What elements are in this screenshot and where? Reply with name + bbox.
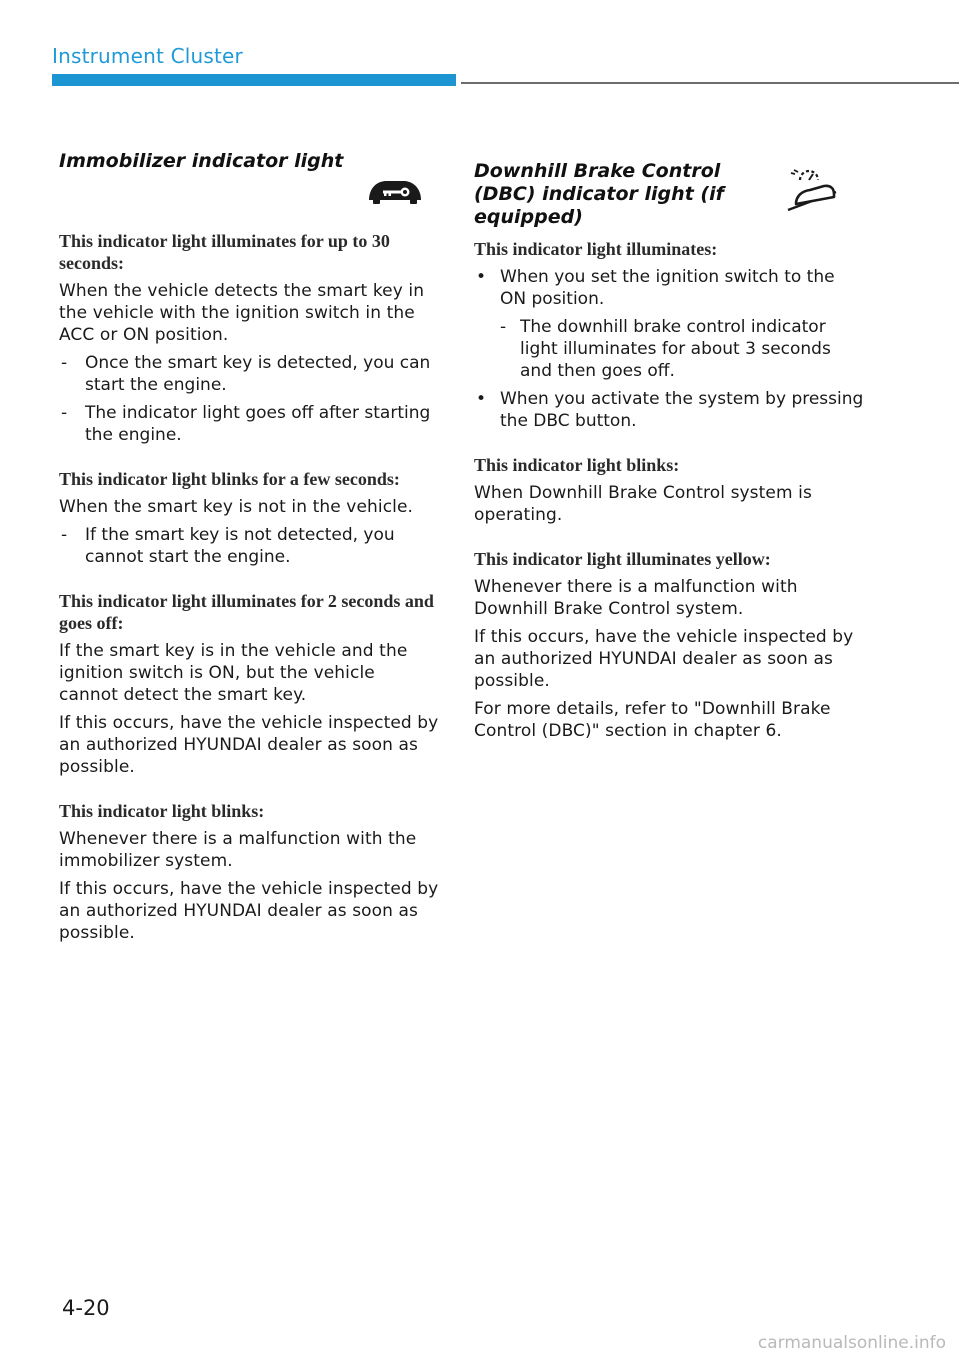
immobilizer-s2-heading: This indicator light blinks for a few seconds: xyxy=(59,469,400,489)
header-bar-rule xyxy=(461,82,959,84)
watermark: carmanualsonline.info xyxy=(757,1333,946,1353)
immobilizer-s4-body1: Whenever there is a malfunction with the immobilizer system. xyxy=(59,829,417,871)
immobilizer-key-icon xyxy=(365,176,423,206)
immobilizer-s3-heading: This indicator light illuminates for 2 seconds and goes off: xyxy=(59,591,434,633)
dbc-s3-heading: This indicator light illuminates yellow: xyxy=(474,549,771,569)
dbc-s2-body: When Downhill Brake Control system is operating. xyxy=(474,483,812,525)
immobilizer-s1-body: When the vehicle detects the smart key in the vehicle with the ignition switch in the ACC or ON position. xyxy=(59,281,425,345)
list-item: - If the smart key is not detected, you cannot start the engine. xyxy=(61,525,395,567)
immobilizer-s3-body1: If the smart key is in the vehicle and the ignition switch is ON, but the vehicle cannot detect the smart key. xyxy=(59,641,408,705)
dbc-s3-body3: For more details, refer to "Downhill Brake Control (DBC)" section in chapter 6. xyxy=(474,699,831,741)
dbc-header xyxy=(474,160,864,238)
dbc-s3-body1: Whenever there is a malfunction with Downhill Brake Control system. xyxy=(474,577,798,619)
immobilizer-header xyxy=(59,150,439,230)
immobilizer-title: Immobilizer indicator light xyxy=(59,150,344,172)
dbc-s1-heading: This indicator light illuminates: xyxy=(474,239,718,259)
list-item: - Once the smart key is detected, you can start the engine. xyxy=(61,353,431,395)
list-item: - The indicator light goes off after starting the engine. xyxy=(61,403,431,445)
dbc-s3-body2: If this occurs, have the vehicle inspected by an authorized HYUNDAI dealer as soon as possible. xyxy=(474,627,854,691)
chapter-title: Instrument Cluster xyxy=(52,44,243,68)
downhill-brake-control-icon xyxy=(782,164,840,216)
header-bar-accent xyxy=(52,74,456,86)
immobilizer-s1-heading: This indicator light illuminates for up to 30 seconds: xyxy=(59,231,390,273)
dbc-section xyxy=(474,160,864,748)
dbc-title: Downhill Brake Control (DBC) indicator light (if equipped) xyxy=(474,160,724,228)
dbc-s2-heading: This indicator light blinks: xyxy=(474,455,680,475)
immobilizer-section xyxy=(59,150,439,950)
list-item: • When you set the ignition switch to the ON position. xyxy=(476,267,835,309)
immobilizer-s4-body2: If this occurs, have the vehicle inspected by an authorized HYUNDAI dealer as soon as possible. xyxy=(59,879,439,943)
immobilizer-s4-heading: This indicator light blinks: xyxy=(59,801,265,821)
list-item: • When you activate the system by pressing the DBC button. xyxy=(476,389,864,431)
immobilizer-s2-body: When the smart key is not in the vehicle. xyxy=(59,497,414,517)
page-number: 4-20 xyxy=(62,1296,110,1320)
list-item: - The downhill brake control indicator light illuminates for about 3 seconds and then goes off. xyxy=(500,317,831,381)
immobilizer-s3-body2: If this occurs, have the vehicle inspected by an authorized HYUNDAI dealer as soon as possible. xyxy=(59,713,439,777)
